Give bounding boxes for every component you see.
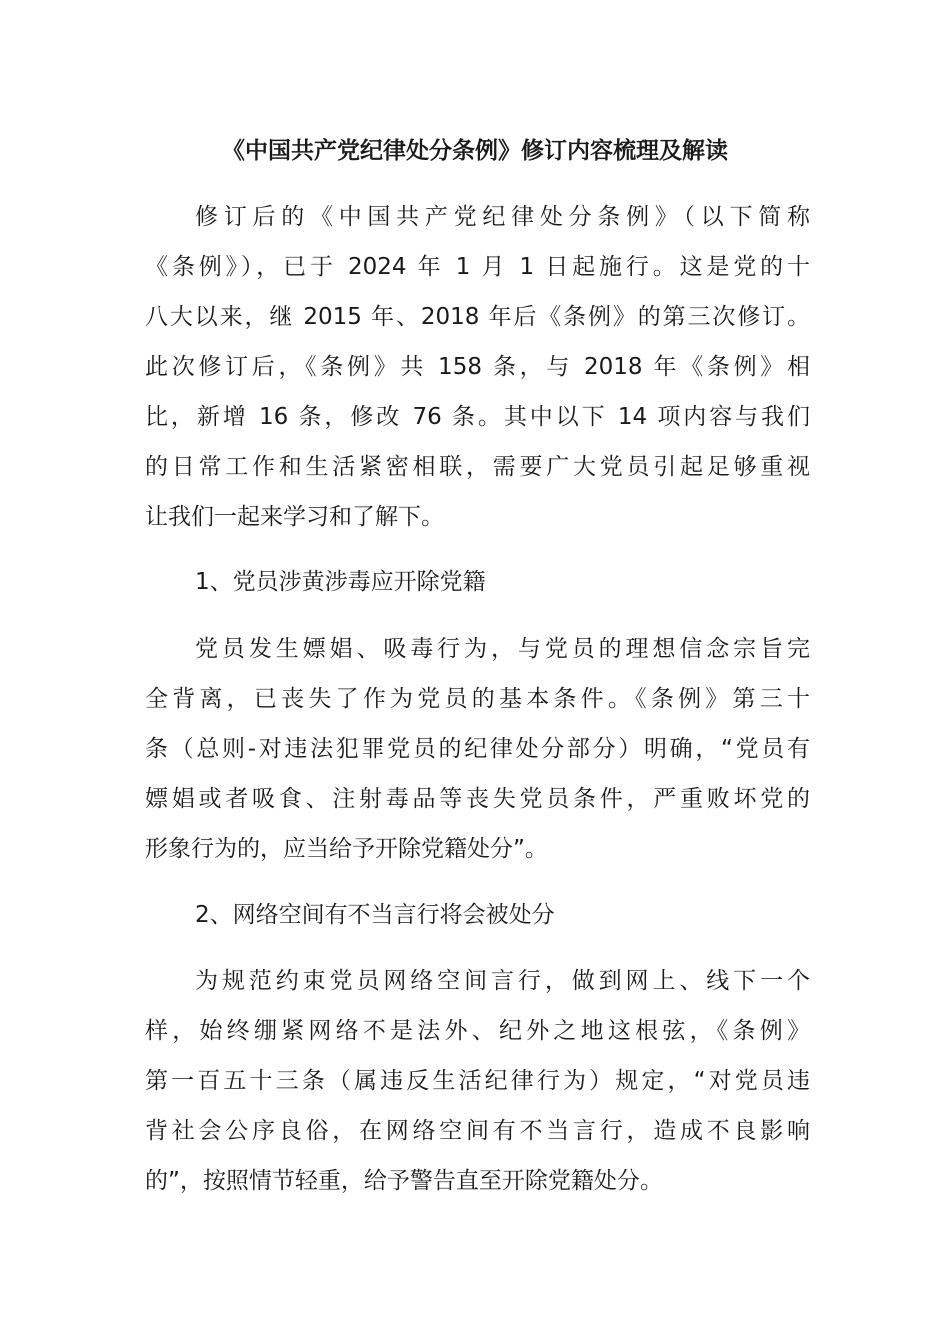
paragraph-line: 第一百五十三条（属违反生活纪律行为）规定，“对党员违 (145, 1068, 810, 1094)
paragraph-line: 形象行为的，应当给予开除党籍处分”。 (145, 836, 548, 862)
paragraph-line: 此次修订后，《条例》共 158 条，与 2018 年《条例》相 (145, 354, 810, 380)
section-2-paragraph (145, 956, 810, 1206)
paragraph-line: 条（总则-对违法犯罪党员的纪律处分部分）明确，“党员有 (145, 736, 810, 762)
paragraph-line: 的”，按照情节轻重，给予警告直至开除党籍处分。 (145, 1168, 663, 1194)
section-1-paragraph (145, 624, 810, 874)
paragraph-line: 的日常工作和生活紧密相联，需要广大党员引起足够重视 (145, 454, 810, 480)
paragraph-line: 背社会公序良俗，在网络空间有不当言行，造成不良影响 (145, 1118, 810, 1144)
document-title: 《中国共产党纪律处分条例》修订内容梳理及解读 (222, 138, 728, 164)
paragraph-line: 比，新增 16 条，修改 76 条。其中以下 14 项内容与我们 (145, 404, 810, 430)
section-1-heading: 1、党员涉黄涉毒应开除党籍 (195, 569, 486, 595)
intro-paragraph (145, 192, 810, 542)
paragraph-line: 全背离，已丧失了作为党员的基本条件。《条例》第三十 (145, 686, 810, 712)
paragraph-line: 让我们一起来学习和了解下。 (145, 504, 444, 530)
paragraph-line: 八大以来，继 2015 年、2018 年后《条例》的第三次修订。 (145, 304, 810, 330)
paragraph-line: 为规范约束党员网络空间言行，做到网上、线下一个 (195, 968, 810, 994)
section-2-heading: 2、网络空间有不当言行将会被处分 (195, 902, 555, 928)
paragraph-line: 样，始终绷紧网络不是法外、纪外之地这根弦，《条例》 (145, 1018, 810, 1044)
paragraph-line: 嫖娼或者吸食、注射毒品等丧失党员条件，严重败坏党的 (145, 786, 810, 812)
paragraph-line: 《条例》），已于 2024 年 1 月 1 日起施行。这是党的十 (145, 254, 810, 280)
paragraph-line: 修订后的《中国共产党纪律处分条例》（以下简称 (195, 204, 810, 230)
paragraph-line: 党员发生嫖娼、吸毒行为，与党员的理想信念宗旨完 (195, 636, 810, 662)
